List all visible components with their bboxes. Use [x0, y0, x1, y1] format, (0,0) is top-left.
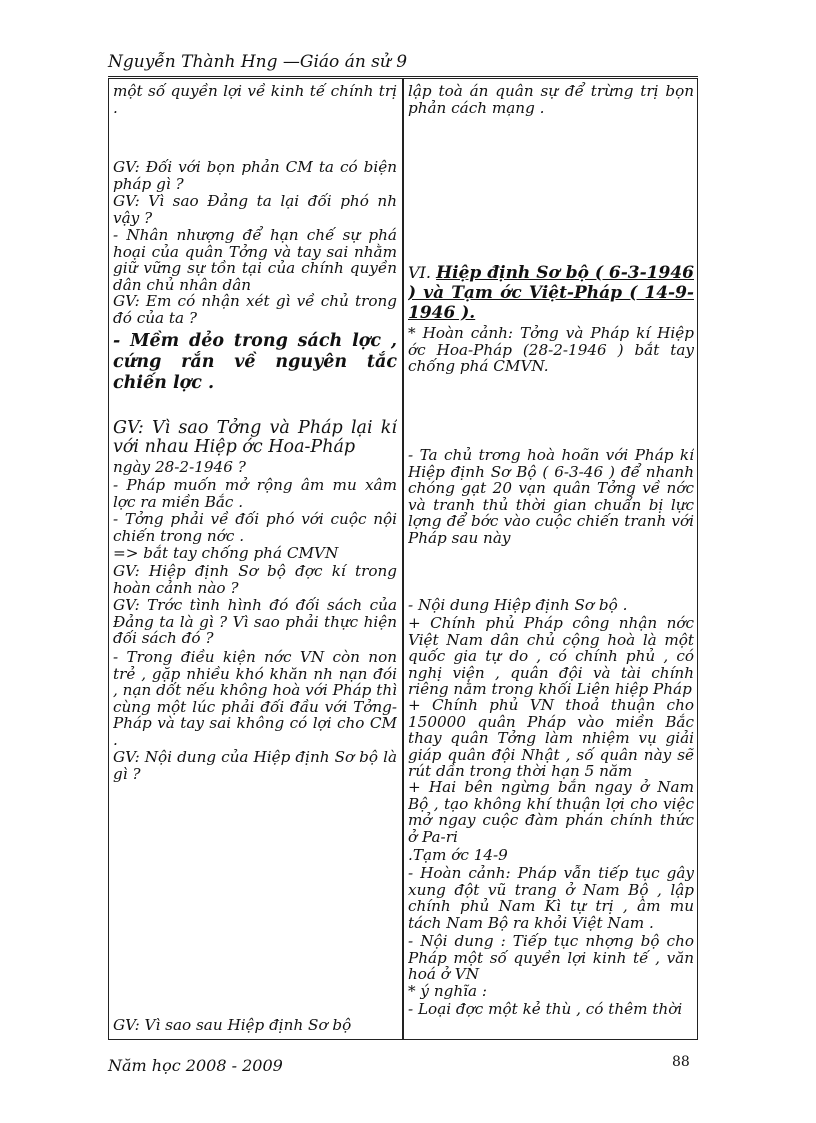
right-text-8: + Hai bên ngừng bắn ngay ở Nam Bộ , tạo không khí thuận lợi cho việc mở ngay cuộc đàm phán chính thức ở Pa-ri: [408, 778, 694, 846]
right-text-6: + Chính phủ Pháp công nhận nớc Việt Nam dân chủ cộng hoà là một quốc gia tự do , có chính phủ , có nghị viện , quân đội và tài chính riêng nằm trong khối Liên hiệp Pháp: [408, 614, 694, 698]
right-text-3: * Hoàn cảnh: Tởng và Pháp kí Hiệp ớc Hoa-Pháp (28-2-1946 ) bắt tay chống phá CMVN.: [408, 324, 694, 375]
right-text-10: - Hoàn cảnh: Pháp vẫn tiếp tục gây xung đột vũ trang ở Nam Bộ , lập chính phủ Nam Kì tự trị , âm mu tách Nam Bộ ra khỏi Việt Nam .: [408, 864, 694, 932]
right-section-heading: [408, 263, 694, 323]
left-text-8: ngày 28-2-1946 ?: [113, 458, 246, 476]
lesson-table: [108, 78, 698, 1040]
left-text-2: GV: Đối với bọn phản CM ta có biện pháp gì ?: [113, 158, 397, 193]
left-text-5: GV: Em có nhận xét gì về chủ trong đó của ta ?: [113, 292, 397, 327]
right-text-11: - Nội dung : Tiếp tục nhợng bộ cho Pháp một số quyền lợi kinh tế , văn hoá ở VN: [408, 932, 694, 983]
page-number: 88: [672, 1054, 690, 1070]
left-text-12: GV: Hiệp định Sơ bộ đợc kí trong hoàn cảnh nào ?: [113, 562, 397, 597]
left-text-1: một số quyền lợi về kinh tế chính trị .: [113, 82, 397, 117]
header-rule: [108, 76, 698, 77]
right-text-1: lập toà án quân sự để trừng trị bọn phản cách mạng .: [408, 82, 694, 117]
right-text-12: * ý nghĩa :: [408, 982, 487, 1000]
left-text-13: GV: Trớc tình hình đó đối sách của Đảng ta là gì ? Vì sao phải thực hiện đối sách đó ?: [113, 596, 397, 647]
left-text-15: GV: Nội dung của Hiệp định Sơ bộ là gì ?: [113, 748, 397, 783]
column-divider: [402, 79, 404, 1039]
left-text-11: => bắt tay chống phá CMVN: [113, 544, 339, 562]
right-column: [408, 79, 694, 1039]
section-title: Hiệp định Sơ bộ ( 6-3-1946 ) và Tạm ớc Việt-Pháp ( 14-9-1946 ).: [408, 263, 694, 323]
page-header: Nguyễn Thành Hng —Giáo án sử 9: [108, 52, 408, 72]
right-text-4: - Ta chủ trơng hoà hoãn với Pháp kí Hiệp định Sơ Bộ ( 6-3-46 ) để nhanh chóng gạt 20 vạn quân Tởng về nớc và tranh thủ thời gian chuẩn bị lực lợng để bớc vào cuộc chiến tranh với Pháp sau này: [408, 446, 694, 547]
left-text-7: GV: Vì sao Tởng và Pháp lại kí với nhau Hiệp ớc Hoa-Pháp: [113, 418, 397, 457]
right-text-13: - Loại đợc một kẻ thù , có thêm thời: [408, 1000, 683, 1018]
left-text-3: GV: Vì sao Đảng ta lại đối phó nh vậy ?: [113, 192, 397, 227]
section-number: VI.: [408, 263, 437, 282]
left-text-9: - Pháp muốn mở rộng âm mu xâm lợc ra miền Bắc .: [113, 476, 397, 511]
left-text-6: - Mềm dẻo trong sách lợc , cứng rắn về nguyên tắc chiến lợc .: [113, 331, 397, 393]
right-text-5: - Nội dung Hiệp định Sơ bộ .: [408, 596, 628, 614]
left-text-10: - Tởng phải về đối phó với cuộc nội chiến trong nớc .: [113, 510, 397, 545]
left-text-14: - Trong điều kiện nớc VN còn non trẻ , gặp nhiều khó khăn nh nạn đói , nạn dốt nếu không hoà với Pháp thì cùng một lúc phải đối đầu với Tởng- Pháp và tay sai không có lợi cho CM .: [113, 648, 397, 749]
right-text-7: + Chính phủ VN thoả thuận cho 150000 quân Pháp vào miền Bắc thay quân Tởng làm nhiệm vụ giải giáp quân đội Nhật , số quân này sẽ rút dần trong thời hạn 5 năm: [408, 696, 694, 780]
left-text-16: GV: Vì sao sau Hiệp định Sơ bộ: [113, 1016, 352, 1034]
footer-school-year: Năm học 2008 - 2009: [108, 1056, 283, 1075]
left-text-4: - Nhân nhượng để hạn chế sự phá hoại của quân Tởng và tay sai nhằm giữ vững sự tồn tại của chính quyền dân chủ nhân dân: [113, 226, 397, 294]
left-column: [113, 79, 397, 1039]
right-text-9: .Tạm ớc 14-9: [408, 846, 508, 864]
